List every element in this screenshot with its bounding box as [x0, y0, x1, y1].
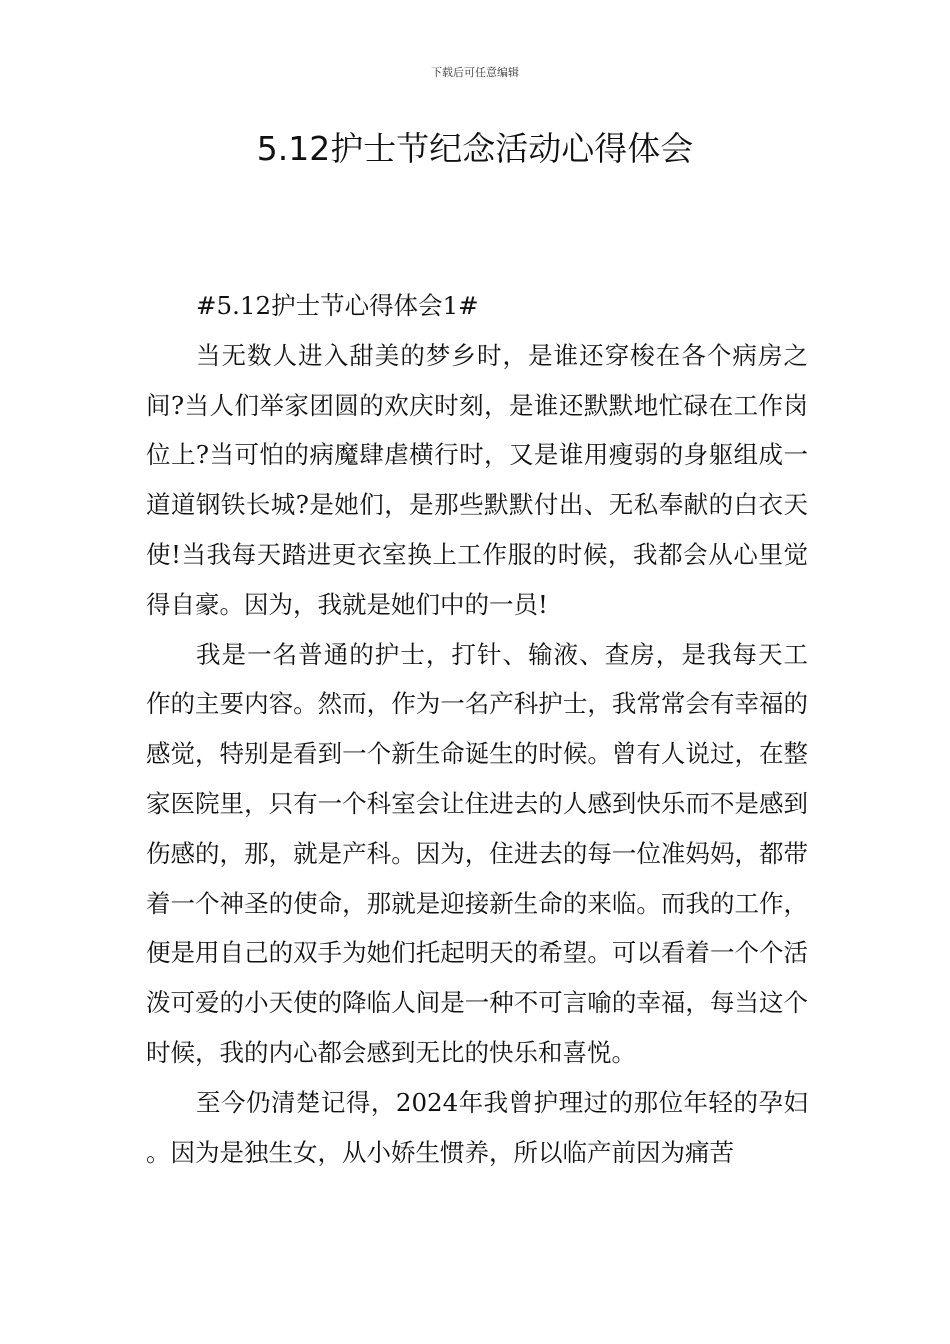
document-title: 5.12护士节纪念活动心得体会 [256, 129, 694, 168]
body-paragraph-2: 我是一名普通的护士，打针、输液、查房，是我每天工作的主要内容。然而，作为一名产科护士，我常常会有幸福的感觉，特别是看到一个新生命诞生的时候。曾有人说过，在整家医院里，只有一个科室会让住进去的人感到快乐而不是感到伤感的，那，就是产科。因为，住进去的每一位准妈妈，都带着一个神圣的使命，那就是迎接新生命的来临。而我的工作，便是用自己的双手为她们托起明天的希望。可以看着一个个活泼可爱的小天使的降临人间是一种不可言喻的幸福，每当这个时候，我的内心都会感到无比的快乐和喜悦。 [146, 639, 808, 1067]
body-paragraph-1: 当无数人进入甜美的梦乡时，是谁还穿梭在各个病房之间?当人们举家团圆的欢庆时刻，是谁还默默地忙碌在工作岗位上?当可怕的病魔肆虐横行时，又是谁用瘦弱的身躯组成一道道钢铁长城?是她们，是那些默默付出、无私奉献的白衣天使!当我每天踏进更衣室换上工作服的时候，我都会从心里觉得自豪。因为，我就是她们中的一员! [146, 340, 808, 619]
header-note: 下载后可任意编辑 [431, 66, 519, 79]
document-body [146, 281, 808, 1177]
section-heading: #5.12护士节心得体会1# [196, 291, 479, 320]
body-paragraph-3: 至今仍清楚记得，2024年我曾护理过的那位年轻的孕妇。因为是独生女，从小娇生惯养，所以临产前因为痛苦 [146, 1087, 808, 1167]
